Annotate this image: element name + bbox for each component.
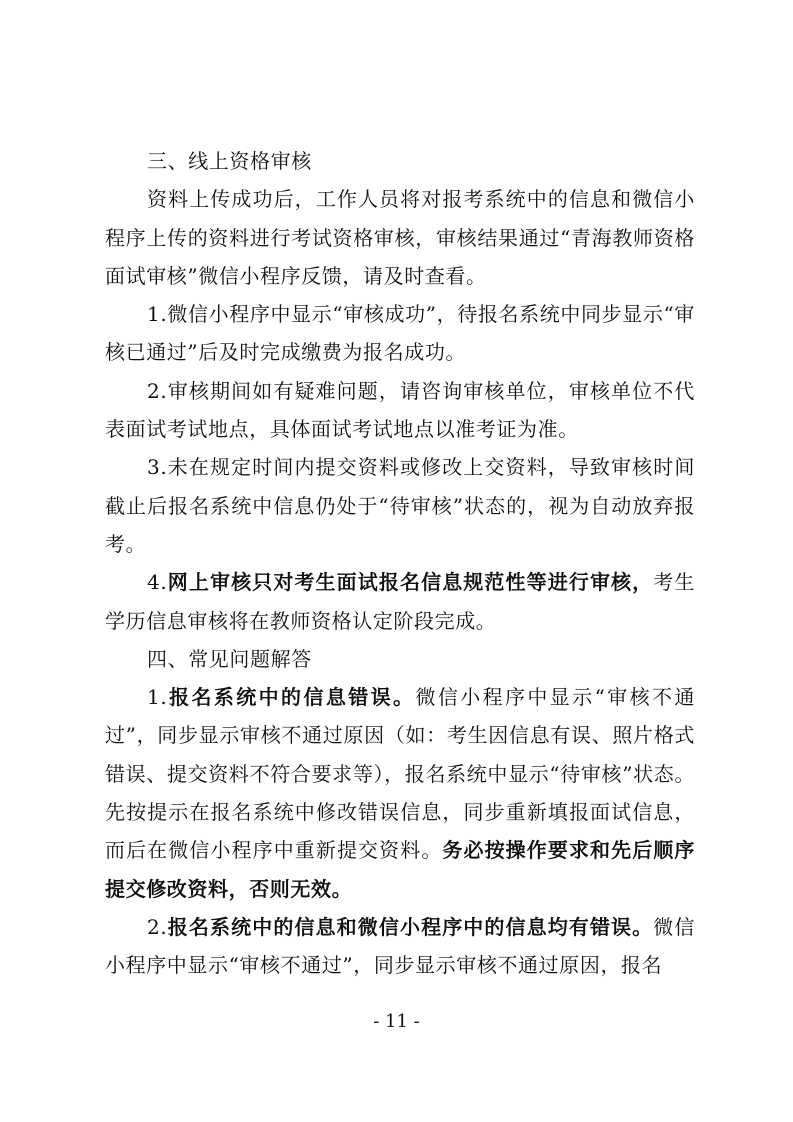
page-number: - 11 -	[373, 1011, 420, 1032]
paragraph-faq-1	[105, 678, 695, 908]
faq-2-text: 微信小程序中显示“审核不通过”，同步显示审核不通过原因，报名	[105, 914, 695, 978]
item-4-text: 考生学历信息审核将在教师资格认定阶段完成。	[105, 570, 695, 633]
section-heading-faq: 四、常见问题解答	[147, 646, 312, 671]
faq-1-warning: 务必按操作要求和先后顺序提交修改资料，否则无效。	[105, 838, 695, 901]
document-body	[105, 142, 695, 985]
paragraph-faq-2	[105, 908, 695, 985]
faq-1-title: 报名系统中的信息错误。	[167, 685, 416, 710]
paragraph-item-2: 2.审核期间如有疑难问题，请咨询审核单位，审核单位不代表面试考试地点，具体面试考试地点以准考证为准。	[105, 378, 695, 442]
item-4-bold-text: 网上审核只对考生面试报名信息规范性等进行审核，	[167, 570, 654, 595]
paragraph-item-3: 3.未在规定时间内提交资料或修改上交资料，导致审核时间截止后报名系统中信息仍处于“待审核”状态的，视为自动放弃报考。	[105, 455, 695, 556]
faq-1-text: 微信小程序中显示“审核不通过”，同步显示审核不通过原因（如：考生因信息有误、照片格式错误、提交资料不符合要求等），报名系统中显示“待审核”状态。先按提示在报名系统中修改错误信息，同步重新填报面试信息，而后在微信小程序中重新提交资料。	[105, 685, 695, 863]
faq-1-number: 1.	[147, 685, 168, 710]
paragraph-intro: 资料上传成功后，工作人员将对报考系统中的信息和微信小程序上传的资料进行考试资格审核，审核结果通过“青海教师资格面试审核”微信小程序反馈，请及时查看。	[105, 187, 695, 288]
paragraph-item-4	[105, 563, 695, 640]
faq-2-number: 2.	[147, 914, 168, 939]
faq-2-title: 报名系统中的信息和微信小程序中的信息均有错误。	[167, 914, 654, 939]
section-heading-online-review: 三、线上资格审核	[147, 149, 312, 173]
item-4-number: 4.	[147, 570, 168, 595]
paragraph-item-1: 1.微信小程序中显示“审核成功”，待报名系统中同步显示“审核已通过”后及时完成缴费为报名成功。	[105, 302, 695, 365]
